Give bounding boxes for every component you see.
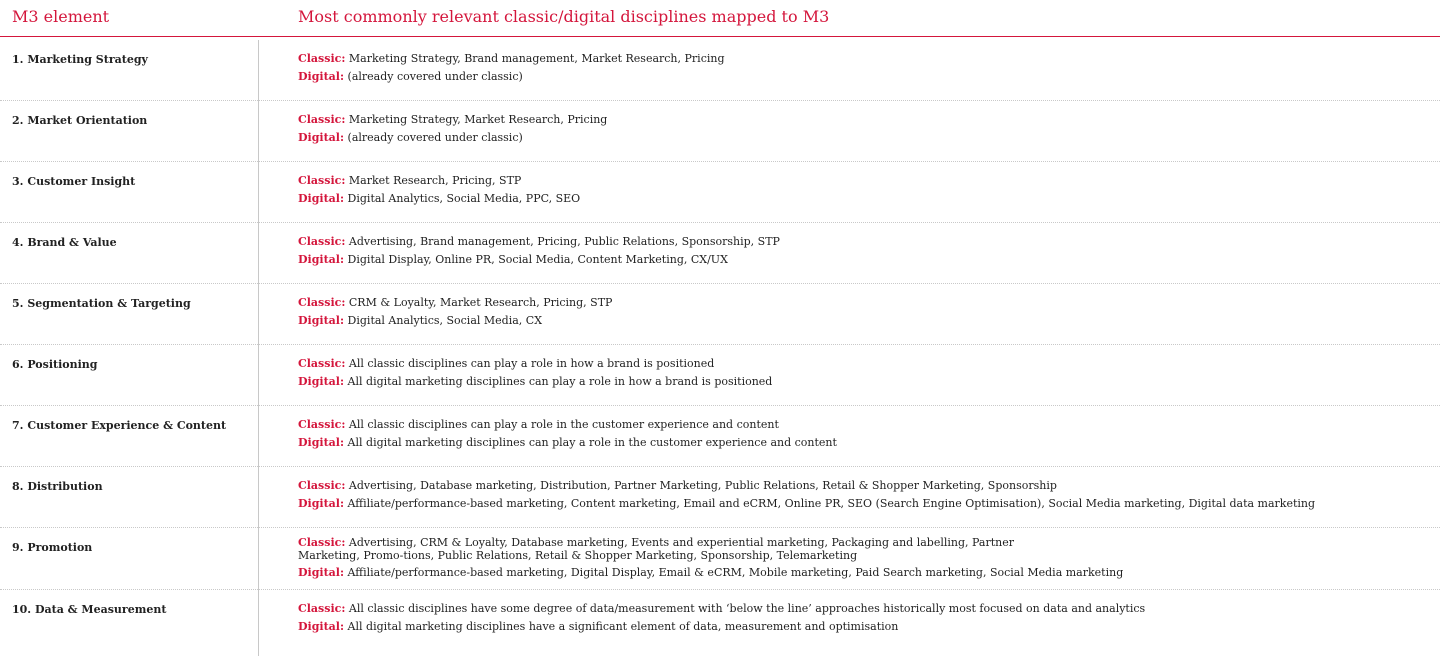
classic-text: Advertising, Brand management, Pricing, Public Relations, Sponsorship, STP <box>348 235 780 248</box>
digital-label: Digital: <box>298 497 345 510</box>
classic-label: Classic: <box>298 536 346 549</box>
classic-label: Classic: <box>298 113 346 126</box>
classic-label: Classic: <box>298 418 346 431</box>
classic-line <box>298 418 1428 432</box>
classic-line <box>298 52 1428 66</box>
row-element-label: 1. Marketing Strategy <box>12 53 148 66</box>
digital-text: Digital Display, Online PR, Social Media, Content Marketing, CX/UX <box>347 253 728 266</box>
classic-text: All classic disciplines have some degree of data/measurement with ‘below the line’ approaches historically most focused on data and analytics <box>348 602 1146 615</box>
column-header-disciplines: Most commonly relevant classic/digital disciplines mapped to M3 <box>298 7 830 26</box>
classic-label: Classic: <box>298 479 346 492</box>
classic-label: Classic: <box>298 602 346 615</box>
table-row <box>0 162 1440 223</box>
classic-line <box>298 296 1428 310</box>
row-element-label: 9. Promotion <box>12 541 93 554</box>
digital-line <box>298 253 1428 267</box>
digital-label: Digital: <box>298 375 345 388</box>
table-row <box>0 467 1440 528</box>
digital-text: All digital marketing disciplines have a significant element of data, measurement and optimisation <box>347 620 899 633</box>
classic-label: Classic: <box>298 235 346 248</box>
table-row <box>0 590 1440 656</box>
classic-line <box>298 174 1428 188</box>
table-header <box>0 0 1440 37</box>
classic-line <box>298 602 1428 616</box>
digital-text: All digital marketing disciplines can play a role in the customer experience and content <box>347 436 837 449</box>
digital-label: Digital: <box>298 620 345 633</box>
digital-text: Digital Analytics, Social Media, PPC, SEO <box>347 192 581 205</box>
digital-text: Affiliate/performance-based marketing, Digital Display, Email & eCRM, Mobile marketing, Paid Search marketing, Social Media marketing <box>347 566 1124 579</box>
digital-line <box>298 314 1428 328</box>
digital-text: (already covered under classic) <box>347 131 523 144</box>
digital-line <box>298 192 1428 206</box>
digital-line <box>298 566 1428 580</box>
digital-label: Digital: <box>298 253 345 266</box>
classic-line <box>298 357 1428 371</box>
classic-text: Advertising, Database marketing, Distribution, Partner Marketing, Public Relations, Retail & Shopper Marketing, Sponsorship <box>348 479 1057 492</box>
table-row <box>0 528 1440 590</box>
table-row <box>0 223 1440 284</box>
digital-line <box>298 620 1428 634</box>
classic-label: Classic: <box>298 357 346 370</box>
digital-text: Digital Analytics, Social Media, CX <box>347 314 543 327</box>
classic-line <box>298 235 1428 249</box>
digital-line <box>298 436 1428 450</box>
classic-text: All classic disciplines can play a role in how a brand is positioned <box>348 357 715 370</box>
digital-label: Digital: <box>298 192 345 205</box>
classic-text: All classic disciplines can play a role in the customer experience and content <box>348 418 779 431</box>
table-row <box>0 101 1440 162</box>
table-row <box>0 345 1440 406</box>
digital-label: Digital: <box>298 566 345 579</box>
table-body <box>0 40 1440 656</box>
digital-line <box>298 497 1428 511</box>
classic-text: Marketing Strategy, Brand management, Market Research, Pricing <box>348 52 725 65</box>
digital-label: Digital: <box>298 314 345 327</box>
digital-text: (already covered under classic) <box>347 70 523 83</box>
classic-text: Marketing Strategy, Market Research, Pricing <box>348 113 608 126</box>
column-header-element: M3 element <box>12 7 110 26</box>
digital-line <box>298 70 1428 84</box>
digital-label: Digital: <box>298 436 345 449</box>
table-row <box>0 40 1440 101</box>
row-element-label: 5. Segmentation & Targeting <box>12 297 191 310</box>
row-element-label: 6. Positioning <box>12 358 98 371</box>
row-element-label: 10. Data & Measurement <box>12 603 167 616</box>
classic-label: Classic: <box>298 296 346 309</box>
classic-text: Advertising, CRM & Loyalty, Database marketing, Events and experiential marketing, Packaging and labelling, Partner Marketing, Promo-tions, Public Relations, Retail & Shopper Marketing, Sponsorship, Telemarketing <box>298 536 1015 562</box>
table-row <box>0 406 1440 467</box>
digital-line <box>298 131 1428 145</box>
digital-text: All digital marketing disciplines can play a role in how a brand is positioned <box>347 375 773 388</box>
digital-label: Digital: <box>298 131 345 144</box>
row-element-label: 4. Brand & Value <box>12 236 117 249</box>
table-row <box>0 284 1440 345</box>
classic-line <box>298 536 1078 562</box>
classic-line <box>298 113 1428 127</box>
row-element-label: 3. Customer Insight <box>12 175 136 188</box>
row-element-label: 2. Market Orientation <box>12 114 148 127</box>
row-element-label: 8. Distribution <box>12 480 103 493</box>
row-element-label: 7. Customer Experience & Content <box>12 419 227 432</box>
classic-text: Market Research, Pricing, STP <box>348 174 522 187</box>
classic-text: CRM & Loyalty, Market Research, Pricing, STP <box>348 296 613 309</box>
digital-line <box>298 375 1428 389</box>
digital-text: Affiliate/performance-based marketing, Content marketing, Email and eCRM, Online PR, SEO (Search Engine Optimisation), Social Media marketing, Digital data marketing <box>347 497 1316 510</box>
digital-label: Digital: <box>298 70 345 83</box>
classic-label: Classic: <box>298 52 346 65</box>
classic-label: Classic: <box>298 174 346 187</box>
classic-line <box>298 479 1428 493</box>
